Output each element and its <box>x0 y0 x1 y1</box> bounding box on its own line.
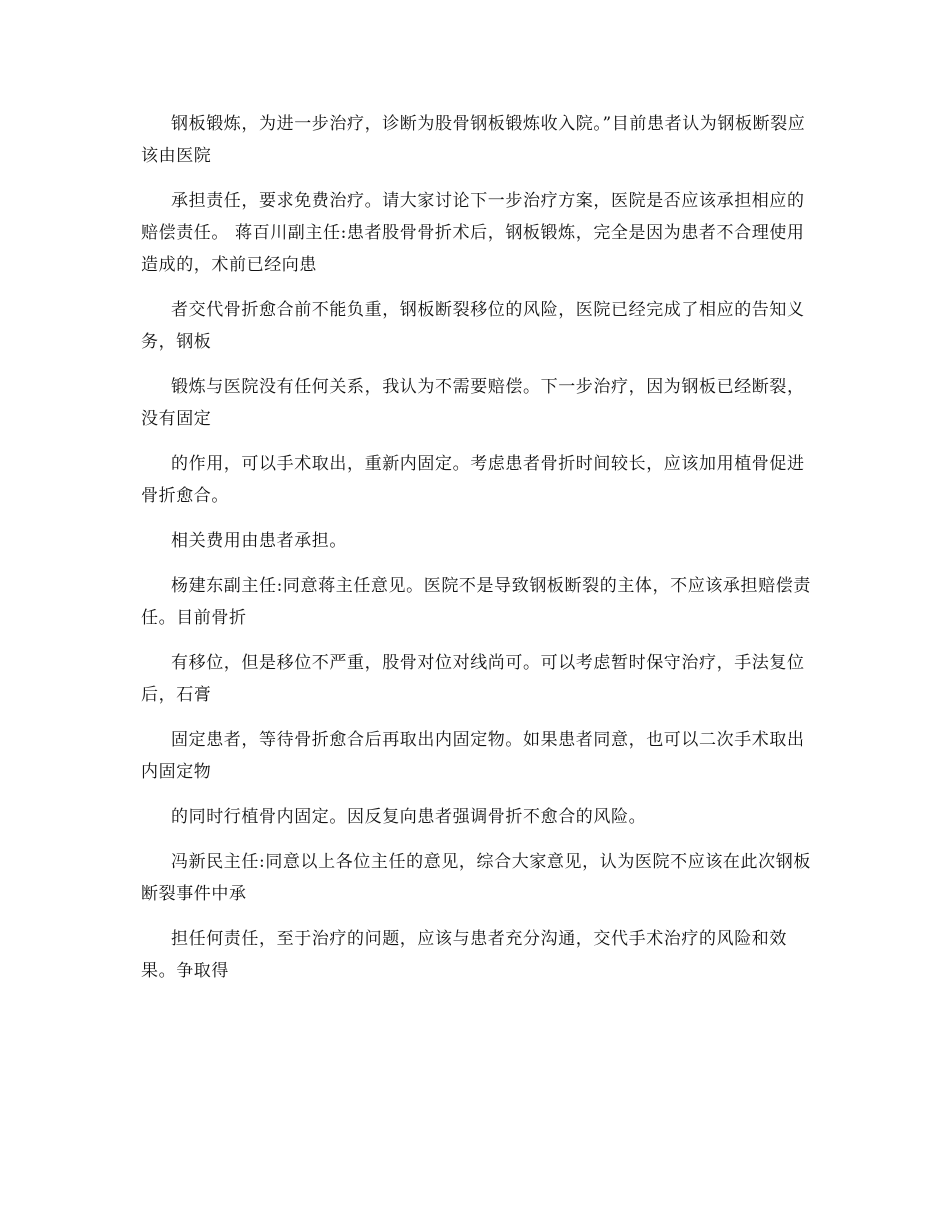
paragraph: 有移位，但是移位不严重，股骨对位对线尚可。可以考虑暂时保守治疗，手法复位后，石膏 <box>141 653 805 705</box>
paragraph: 承担责任，要求免费治疗。请大家讨论下一步治疗方案，医院是否应该承担相应的赔偿责任。 蒋百川副主任:患者股骨骨折术后，钢板锻炼，完全是因为患者不合理使用造成的，术前已经向患 <box>141 191 805 275</box>
document-body <box>141 108 816 1000</box>
paragraph: 者交代骨折愈合前不能负重，钢板断裂移位的风险，医院已经完成了相应的告知义务，钢板 <box>141 300 805 352</box>
paragraph: 冯新民主任:同意以上各位主任的意见，综合大家意见，认为医院不应该在此次钢板断裂事件中承 <box>141 852 811 904</box>
paragraph: 锻炼与医院没有任何关系，我认为不需要赔偿。下一步治疗，因为钢板已经断裂，没有固定 <box>141 377 805 429</box>
paragraph: 固定患者，等待骨折愈合后再取出内固定物。如果患者同意，也可以二次手术取出内固定物 <box>141 730 805 782</box>
paragraph: 钢板锻炼，为进一步治疗，诊断为股骨钢板锻炼收入院。”目前患者认为钢板断裂应该由医院 <box>141 114 806 166</box>
paragraph: 的同时行植骨内固定。因反复向患者强调骨折不愈合的风险。 <box>171 807 647 827</box>
paragraph: 担任何责任，至于治疗的问题，应该与患者充分沟通，交代手术治疗的风险和效果。争取得 <box>141 929 787 981</box>
paragraph: 的作用，可以手术取出，重新内固定。考虑患者骨折时间较长，应该加用植骨促进骨折愈合。 <box>141 454 805 506</box>
paragraph: 杨建东副主任:同意蒋主任意见。医院不是导致钢板断裂的主体，不应该承担赔偿责任。目前骨折 <box>141 576 811 628</box>
paragraph: 相关费用由患者承担。 <box>171 531 347 551</box>
